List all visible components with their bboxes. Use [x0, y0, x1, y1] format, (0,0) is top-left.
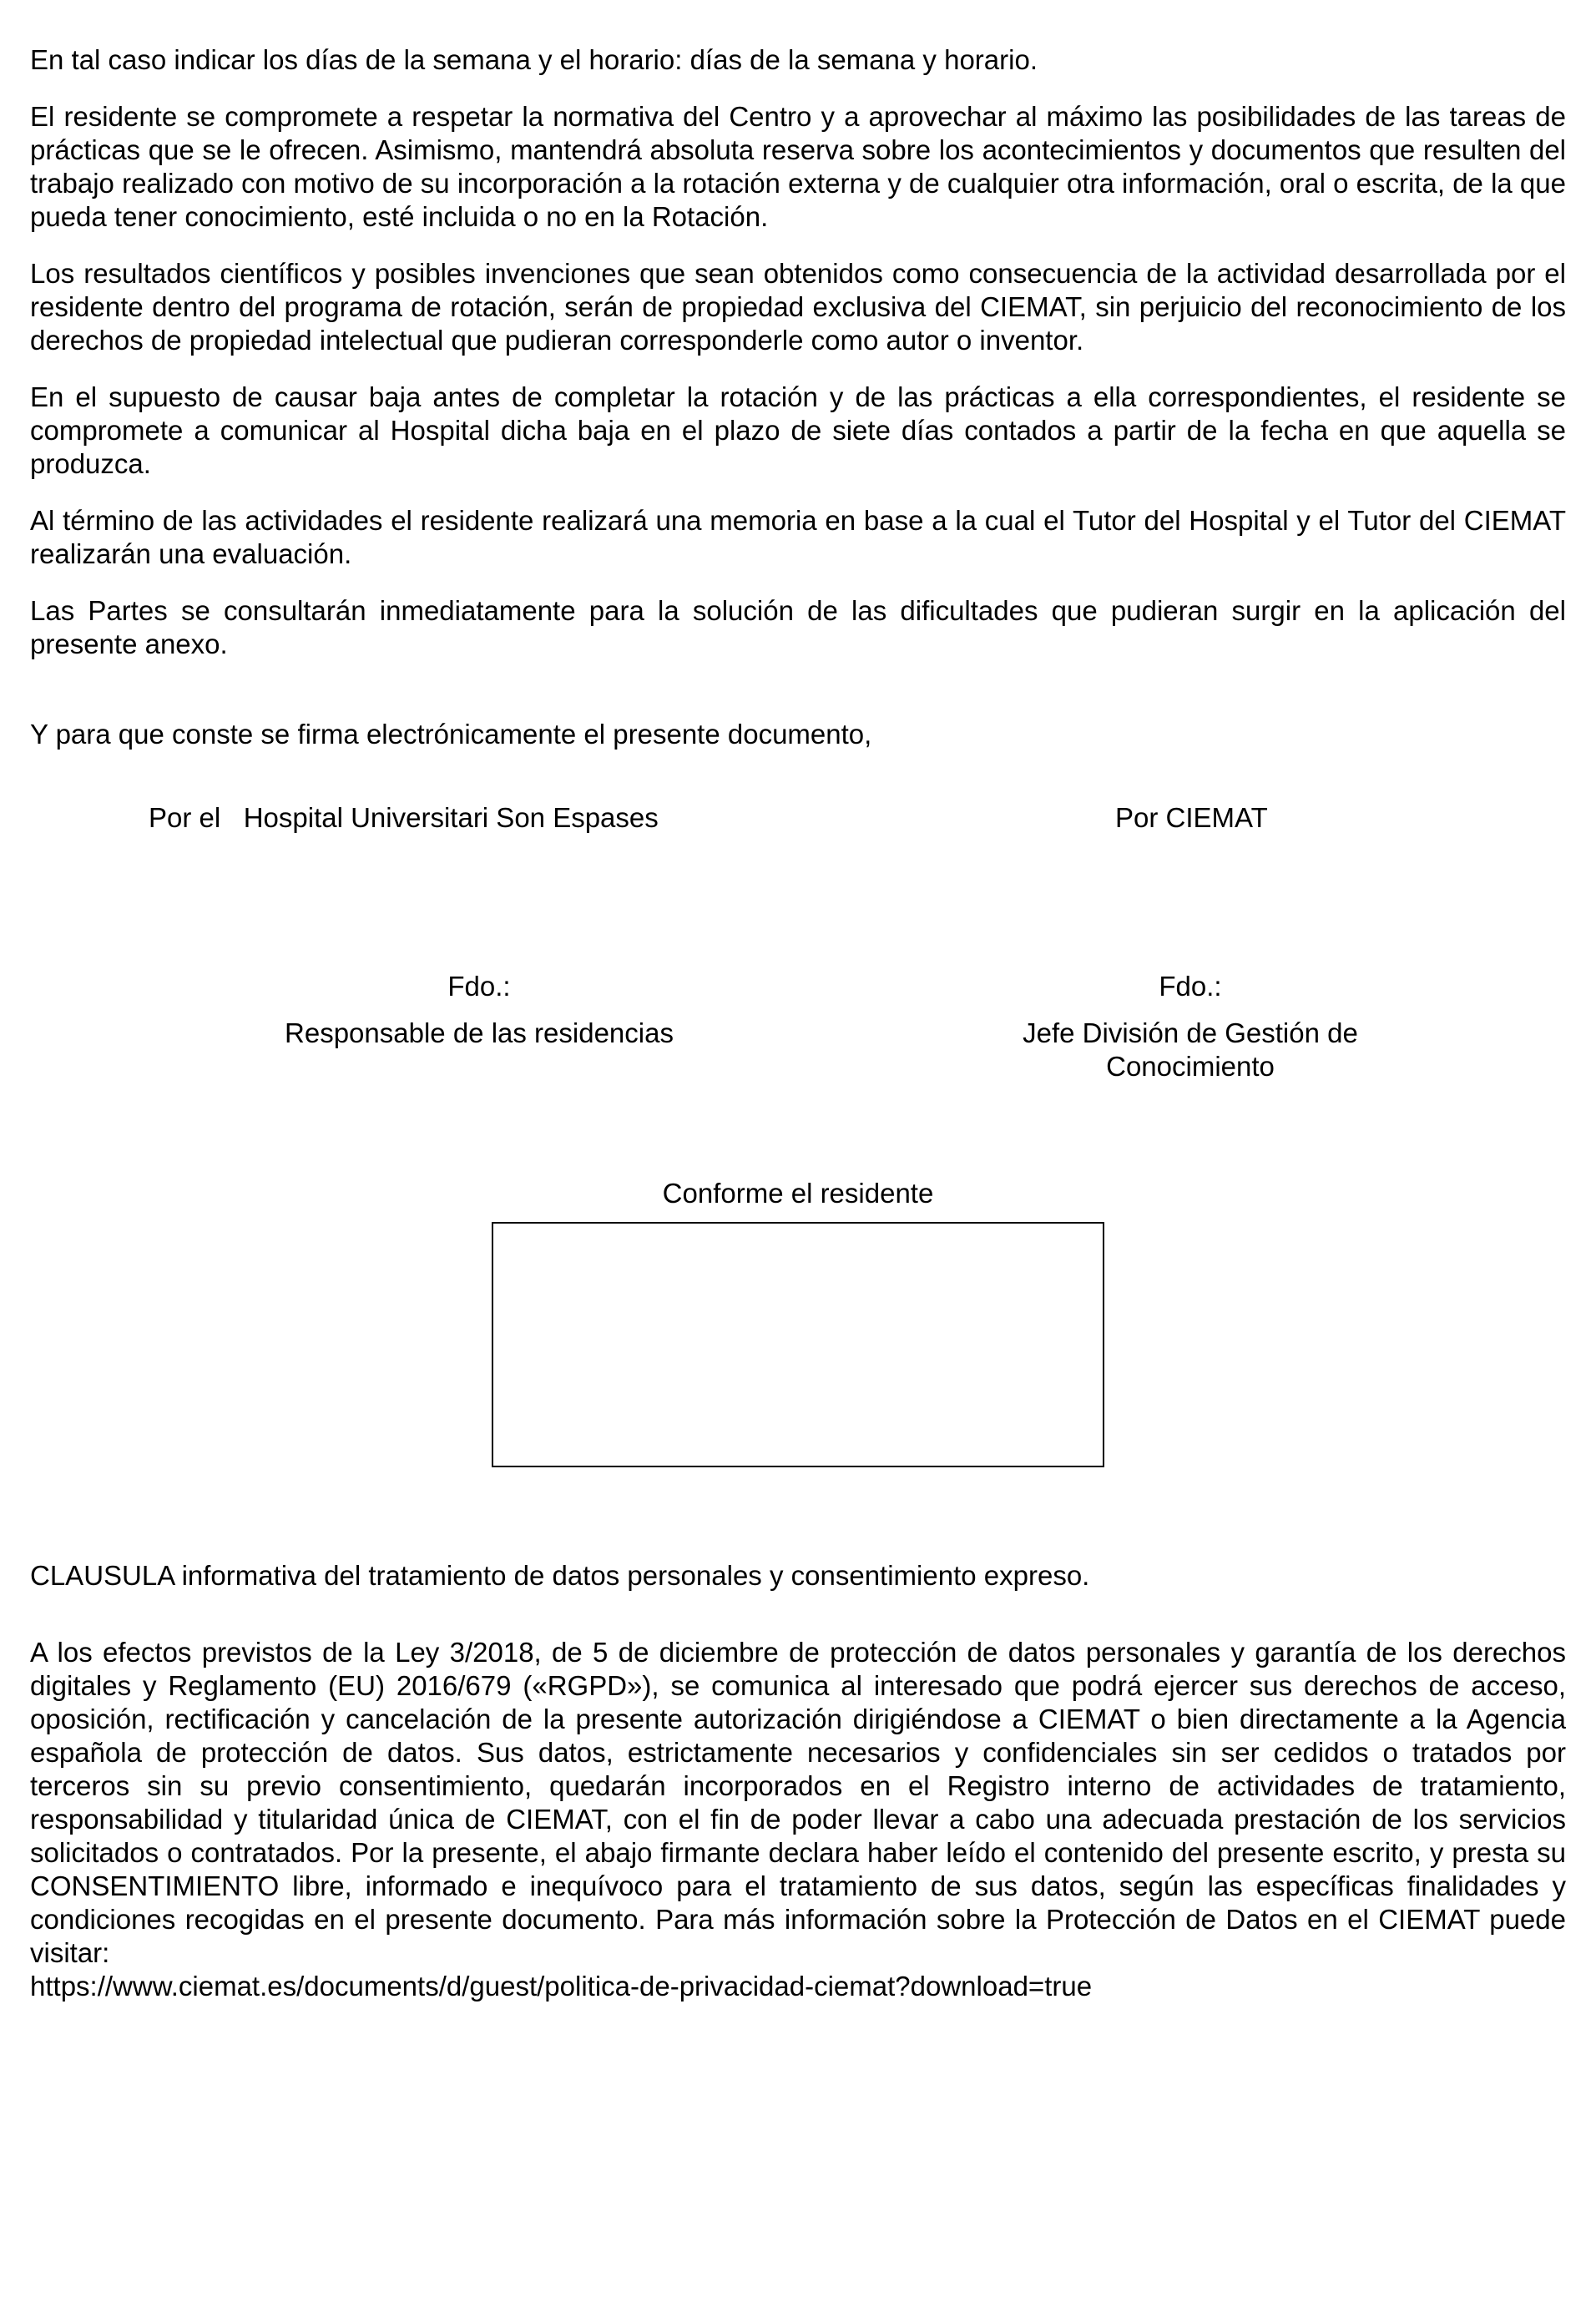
- signer-right-role-line2: Conocimiento: [1106, 1051, 1275, 1082]
- signer-right-by-line: Por CIEMAT: [1115, 802, 1268, 833]
- closing-signature-line: Y para que conste se firma electrónicamente el presente documento,: [30, 719, 872, 750]
- data-protection-clause-body: A los efectos previstos de la Ley 3/2018, de 5 de diciembre de protección de datos personales y garantía de los derechos digitales y Reglamento (EU) 2016/679 («RGPD»), se comunica al interesado que podrá ejercer sus derechos de acceso, oposición, rectificación y cancelación de la presente autorización dirigiéndose a CIEMAT o bien directamente a la Agencia española de protección de datos. Sus datos, estrictamente necesarios y confidenciales sin ser cedidos o tratados por terceros sin su previo consentimiento, quedarán incorporados en el Registro interno de actividades de tratamiento, responsabilidad y titularidad única de CIEMAT, con el fin de poder llevar a cabo una adecuada prestación de los servicios solicitados o contratados. Por la presente, el abajo firmante declara haber leído el contenido del presente escrito, y presta su CONSENTIMIENTO libre, informado e inequívoco para el tratamiento de sus datos, según las específicas finalidades y condiciones recogidas en el presente documento. Para más información sobre la Protección de Datos en el CIEMAT puede visitar:: [30, 1637, 1566, 1968]
- conforme-residente-label: Conforme el residente: [662, 1178, 934, 1209]
- signer-right-role: [940, 1017, 1441, 1083]
- signature-block-left: [229, 970, 730, 1050]
- paragraph-causar-baja: En el supuesto de causar baja antes de completar la rotación y de las prácticas a ella correspondientes, el residente se compromete a comunicar al Hospital dicha baja en el plazo de siete días contados a partir de la fecha en que aquella se produzca.: [30, 381, 1566, 479]
- signature-block-right: [940, 970, 1441, 1083]
- paragraph-consultas-partes: Las Partes se consultarán inmediatamente para la solución de las dificultades que pudieran surgir en la aplicación del presente anexo.: [30, 595, 1566, 659]
- privacy-policy-url[interactable]: https://www.ciemat.es/documents/d/guest/politica-de-privacidad-ciemat?download=true: [30, 1971, 1093, 2002]
- signer-left-by-line: Por el Hospital Universitari Son Espases: [149, 802, 659, 833]
- signature-section: [30, 751, 1566, 1135]
- paragraph-resultados-cientificos: Los resultados científicos y posibles invenciones que sean obtenidos como consecuencia de la actividad desarrollada por el residente dentro del programa de rotación, serán de propiedad exclusiva del CIEMAT, sin perjuicio del reconocimiento de los derechos de propiedad intelectual que pudieran corresponderle como autor o inventor.: [30, 258, 1566, 356]
- fdo-label-left: Fdo.:: [447, 971, 511, 1002]
- data-protection-clause-title: CLAUSULA informativa del tratamiento de datos personales y consentimiento expreso.: [30, 1560, 1090, 1591]
- paragraph-memoria-evaluacion: Al término de las actividades el residente realizará una memoria en base a la cual el Tutor del Hospital y el Tutor del CIEMAT realizarán una evaluación.: [30, 505, 1566, 569]
- signer-right-role-line1: Jefe División de Gestión de: [1023, 1017, 1358, 1048]
- signer-left-role: Responsable de las residencias: [285, 1017, 674, 1048]
- resident-signature-box[interactable]: [492, 1222, 1104, 1467]
- fdo-label-right: Fdo.:: [1159, 971, 1222, 1002]
- intro-line: En tal caso indicar los días de la semana y el horario: días de la semana y horario.: [30, 44, 1038, 75]
- paragraph-compromiso-normativa: El residente se compromete a respetar la normativa del Centro y a aprovechar al máximo las posibilidades de las tareas de prácticas que se le ofrecen. Asimismo, mantendrá absoluta reserva sobre los acontecimientos y documentos que resulten del trabajo realizado con motivo de su incorporación a la rotación externa y de cualquier otra información, oral o escrita, de la que pueda tener conocimiento, esté incluida o no en la Rotación.: [30, 101, 1566, 232]
